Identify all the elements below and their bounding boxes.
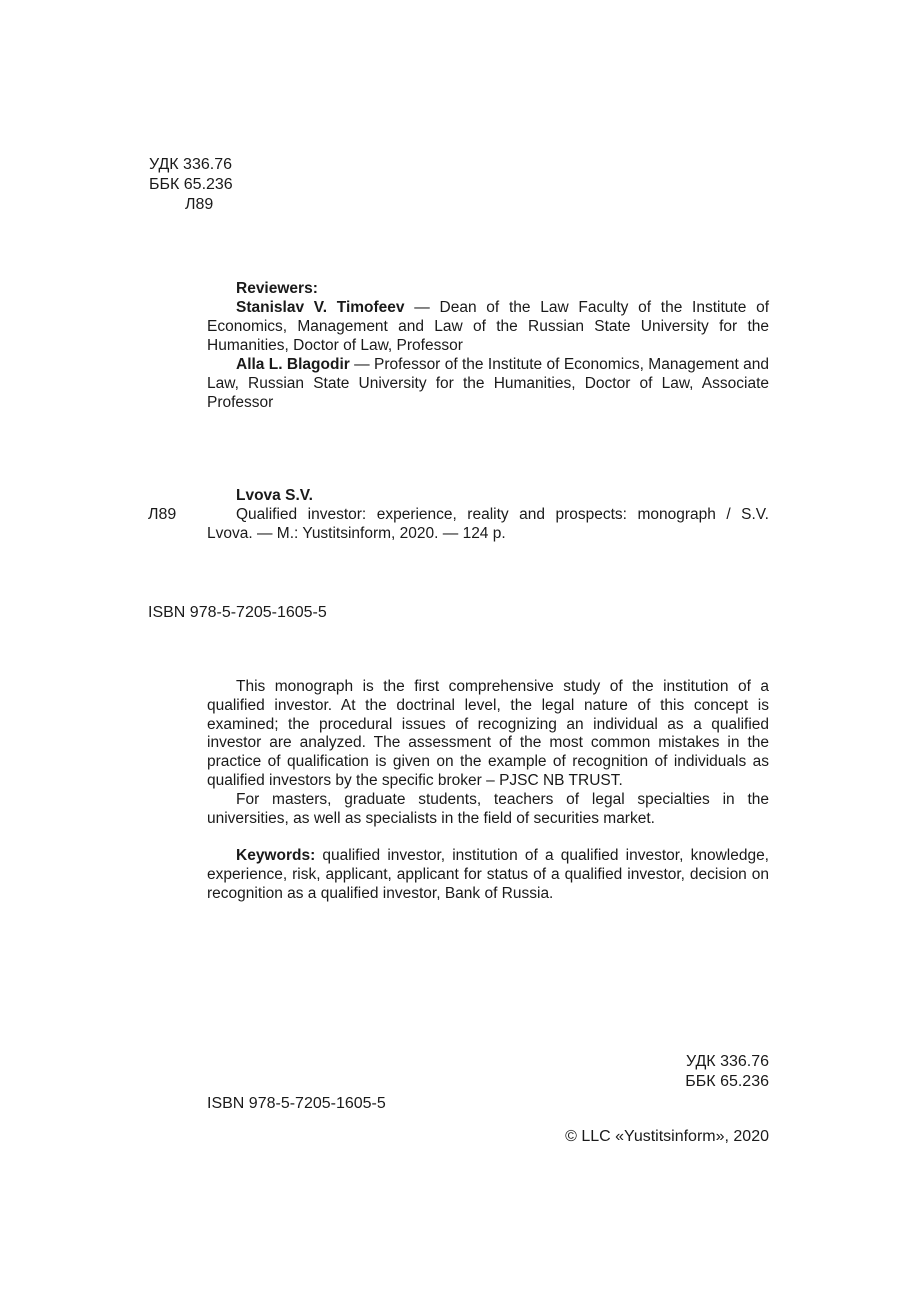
reviewer-name: Alla L. Blagodir	[236, 356, 350, 373]
keywords-text: qualified investor, institution of a qualified investor, knowledge, experience, risk, applicant, applicant for status of a qualified investor, decision on recognition as a qualified investor, Bank of Russia.	[207, 847, 769, 902]
reviewers-heading: Reviewers:	[236, 280, 318, 297]
author-code: Л89	[185, 196, 214, 213]
keywords	[207, 847, 769, 903]
classification-block-top	[149, 155, 233, 215]
biblio-author: Lvova S.V.	[236, 487, 313, 504]
biblio-description: Qualified investor: experience, reality and prospects: monograph / S.V. Lvova. — M.: Yustitsinform, 2020. — 124 p.	[207, 506, 769, 542]
bbk-code-bottom: ББК 65.236	[685, 1073, 769, 1090]
isbn-main: ISBN 978-5-7205-1605-5	[148, 604, 327, 621]
reviewer-description: — Professor of the Institute of Economics, Management and Law, Russian State University for the Humanities, Doctor of Law, Associate Professor	[207, 356, 769, 411]
keywords-label: Keywords:	[236, 847, 316, 865]
copyright: © LLC «Yustitsinform», 2020	[565, 1128, 769, 1145]
abstract-paragraph: For masters, graduate students, teachers of legal specialties in the universities, as well as specialists in the field of securities market.	[207, 790, 769, 827]
abstract-block	[207, 678, 769, 904]
classification-block-bottom	[685, 1052, 769, 1092]
bibliographic-entry	[207, 486, 769, 543]
udk-code-bottom: УДК 336.76	[686, 1053, 769, 1070]
reviewer-description: — Dean of the Law Faculty of the Institute of Economics, Management and Law of the Russian State University for the Humanities, Doctor of Law, Professor	[207, 299, 769, 354]
reviewers-block	[207, 279, 769, 412]
reviewer-name: Stanislav V. Timofeev	[236, 299, 405, 316]
bbk-code: ББК 65.236	[149, 176, 233, 193]
reviewer-entry	[207, 355, 769, 412]
udk-code: УДК 336.76	[149, 156, 232, 173]
abstract-paragraph: This monograph is the first comprehensive study of the institution of a qualified investor. At the doctrinal level, the legal nature of this concept is examined; the procedural issues of recognizing an individual as a qualified investor are analyzed. The assessment of the most common mistakes in the practice of qualification is given on the example of recognition of individuals as qualified investors by the specific broker – PJSC NB TRUST.	[207, 678, 769, 789]
isbn-footer: ISBN 978-5-7205-1605-5	[207, 1095, 386, 1112]
biblio-author-code: Л89	[148, 506, 177, 523]
reviewer-entry	[207, 298, 769, 355]
